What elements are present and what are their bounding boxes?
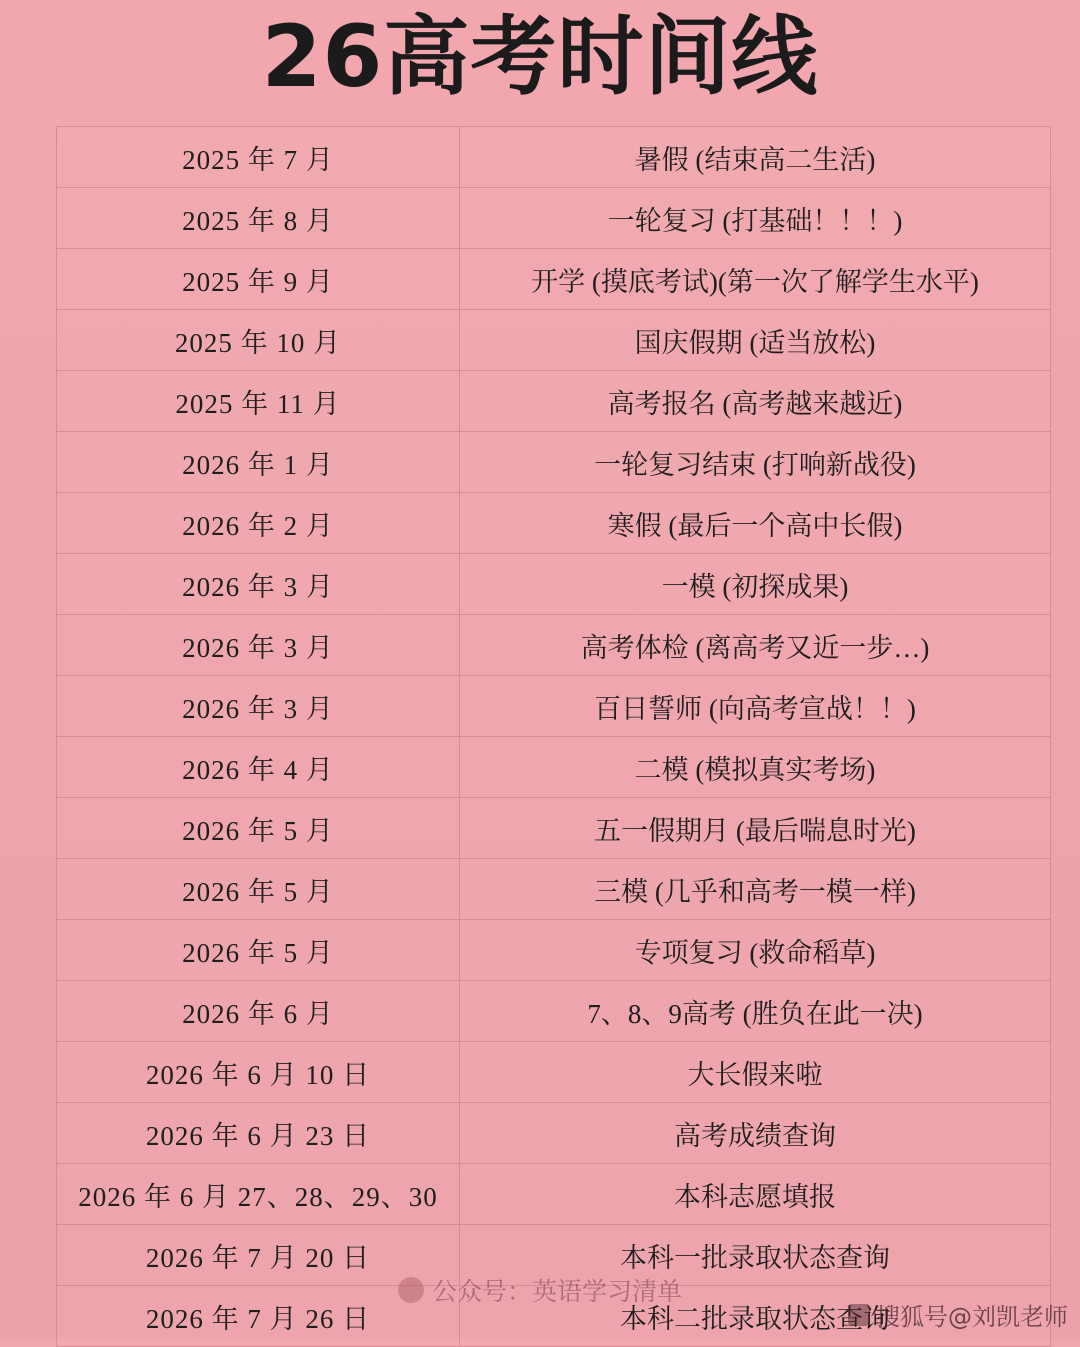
- row-date: 2026 年 6 月 23 日: [57, 1103, 460, 1164]
- row-date: 2025 年 7 月: [57, 127, 460, 188]
- watermark-center: [398, 1272, 682, 1308]
- table-row: [57, 554, 1051, 615]
- table-row: [57, 188, 1051, 249]
- row-date: 2025 年 8 月: [57, 188, 460, 249]
- timeline-table-wrapper: [56, 126, 1024, 1347]
- table-row: [57, 615, 1051, 676]
- row-date: 2026 年 5 月: [57, 798, 460, 859]
- table-row: [57, 1042, 1051, 1103]
- row-date: 2026 年 7 月 26 日: [57, 1286, 460, 1347]
- row-date: 2026 年 5 月: [57, 859, 460, 920]
- row-date: 2026 年 1 月: [57, 432, 460, 493]
- row-event: 一轮复习 (打基础！！！): [460, 188, 1051, 249]
- row-event: 一轮复习结束 (打响新战役): [460, 432, 1051, 493]
- row-date: 2026 年 3 月: [57, 554, 460, 615]
- table-row: [57, 920, 1051, 981]
- row-event: 高考体检 (离高考又近一步…): [460, 615, 1051, 676]
- row-event: 五一假期月 (最后喘息时光): [460, 798, 1051, 859]
- table-row: [57, 1164, 1051, 1225]
- sohu-logo-icon: [848, 1304, 870, 1326]
- timeline-table: [56, 126, 1051, 1347]
- row-event: 高考报名 (高考越来越近): [460, 371, 1051, 432]
- table-row: [57, 310, 1051, 371]
- table-row: [57, 1103, 1051, 1164]
- row-date: 2026 年 7 月 20 日: [57, 1225, 460, 1286]
- row-date: 2026 年 3 月: [57, 615, 460, 676]
- table-row: [57, 798, 1051, 859]
- row-date: 2025 年 9 月: [57, 249, 460, 310]
- row-event: 7、8、9高考 (胜负在此一决): [460, 981, 1051, 1042]
- watermark-corner-text: 搜狐号@刘凯老师: [876, 1303, 1068, 1331]
- table-row: [57, 493, 1051, 554]
- row-event: 本科一批录取状态查询: [460, 1225, 1051, 1286]
- row-date: 2026 年 6 月 27、28、29、30: [57, 1164, 460, 1225]
- row-event: 开学 (摸底考试)(第一次了解学生水平): [460, 249, 1051, 310]
- row-event: 三模 (几乎和高考一模一样): [460, 859, 1051, 920]
- table-row: [57, 737, 1051, 798]
- table-row: [57, 249, 1051, 310]
- row-event: 寒假 (最后一个高中长假): [460, 493, 1051, 554]
- table-row: [57, 859, 1051, 920]
- row-date: 2026 年 2 月: [57, 493, 460, 554]
- row-date: 2026 年 3 月: [57, 676, 460, 737]
- page-title: 26高考时间线: [261, 7, 819, 107]
- table-row: [57, 981, 1051, 1042]
- table-row: [57, 371, 1051, 432]
- row-event: 高考成绩查询: [460, 1103, 1051, 1164]
- table-row: [57, 432, 1051, 493]
- row-date: 2026 年 6 月 10 日: [57, 1042, 460, 1103]
- watermark-center-text: 公众号：英语学习清单: [431, 1277, 683, 1306]
- table-row: [57, 127, 1051, 188]
- row-event: 本科志愿填报: [460, 1164, 1051, 1225]
- row-event: 本科二批录取状态查询: [460, 1286, 1051, 1347]
- row-event: 二模 (模拟真实考场): [460, 737, 1051, 798]
- row-date: 2025 年 10 月: [57, 310, 460, 371]
- row-date: 2026 年 6 月: [57, 981, 460, 1042]
- row-event: 国庆假期 (适当放松): [460, 310, 1051, 371]
- row-date: 2025 年 11 月: [57, 371, 460, 432]
- table-row: [57, 676, 1051, 737]
- avatar-icon: [398, 1277, 424, 1303]
- row-event: 暑假 (结束高二生活): [460, 127, 1051, 188]
- timeline-table-body: [57, 127, 1051, 1347]
- row-event: 大长假来啦: [460, 1042, 1051, 1103]
- row-date: 2026 年 5 月: [57, 920, 460, 981]
- watermark-corner: [848, 1297, 1068, 1332]
- row-event: 专项复习 (救命稻草): [460, 920, 1051, 981]
- row-date: 2026 年 4 月: [57, 737, 460, 798]
- row-event: 百日誓师 (向高考宣战！！): [460, 676, 1051, 737]
- row-event: 一模 (初探成果): [460, 554, 1051, 615]
